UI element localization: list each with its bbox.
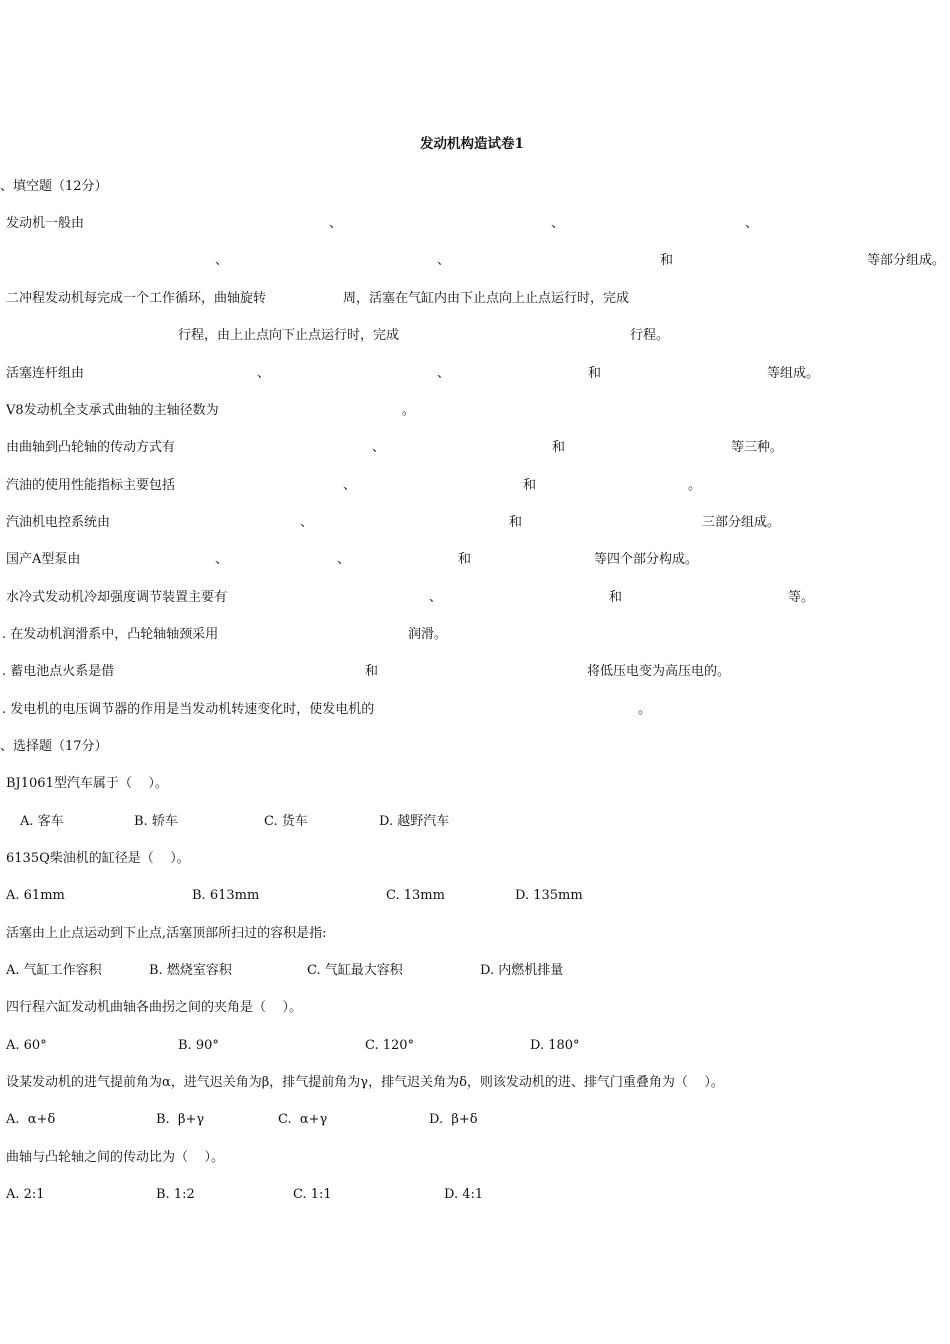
mc-4-options-line	[0, 1036, 950, 1056]
question-text: 由曲轴到凸轮轴的传动方式有	[6, 440, 176, 455]
option-c: C. 1:1	[293, 1187, 332, 1202]
option-a: A. 60°	[6, 1038, 47, 1053]
question-2-line-2	[0, 326, 950, 346]
option-a: A. 2:1	[6, 1187, 45, 1202]
separator: 、	[343, 478, 357, 493]
question-6-line	[0, 476, 950, 496]
question-ending: 。	[402, 403, 416, 418]
question-text: . 在发动机润滑系中，凸轮轴轴颈采用	[2, 627, 219, 642]
question-text: 水冷式发动机冷却强度调节装置主要有	[6, 590, 228, 605]
separator: 、	[215, 253, 229, 268]
mc-6-options-line	[0, 1185, 950, 1205]
separator: 、	[429, 590, 443, 605]
option-b: B. 90°	[178, 1038, 219, 1053]
conjunction: 和	[552, 440, 566, 455]
option-c: C. 13mm	[386, 888, 445, 903]
question-text: 活塞连杆组由	[6, 366, 85, 381]
question-3-line	[0, 364, 950, 384]
question-12-line	[0, 700, 950, 720]
separator: 、	[337, 552, 351, 567]
option-a: A. 客车	[20, 814, 64, 829]
question-1-line-1	[0, 214, 950, 234]
separator: 、	[372, 440, 386, 455]
mc-1-options-line	[0, 812, 950, 832]
question-ending: 等部分组成。	[867, 253, 946, 268]
separator: 、	[437, 253, 451, 268]
question-ending: 。	[638, 702, 652, 717]
mc-stem: 曲轴与凸轮轴之间的传动比为（ ）。	[6, 1150, 225, 1165]
question-ending: 等组成。	[767, 366, 820, 381]
question-text: . 发电机的电压调节器的作用是当发动机转速变化时，使发电机的	[2, 702, 375, 717]
option-c: C. 货车	[264, 814, 308, 829]
mc-5-options-line	[0, 1110, 950, 1130]
section-heading: 、选择题（17分）	[0, 739, 108, 754]
mc-stem: 四行程六缸发动机曲轴各曲拐之间的夹角是（ ）。	[6, 1000, 303, 1015]
mc-4-stem-line	[0, 998, 950, 1018]
question-10-line	[0, 625, 950, 645]
question-text: 二冲程发动机每完成一个工作循环，曲轴旋转	[6, 291, 267, 306]
option-d: D. 180°	[530, 1038, 580, 1053]
question-11-line	[0, 662, 950, 682]
conjunction: 和	[609, 590, 623, 605]
option-c: C. 气缸最大容积	[307, 963, 403, 978]
option-d: D. 内燃机排量	[480, 963, 564, 978]
question-text: 周，活塞在气缸内由下止点向上止点运行时，完成	[343, 291, 630, 306]
question-ending: 润滑。	[408, 627, 448, 642]
question-7-line	[0, 513, 950, 533]
question-text: 发动机一般由	[6, 216, 85, 231]
option-b: B. 燃烧室容积	[149, 963, 232, 978]
option-d: D. 越野汽车	[379, 814, 450, 829]
separator: 、	[745, 216, 759, 231]
question-1-line-2	[0, 251, 950, 271]
question-2-line-1	[0, 289, 950, 309]
question-ending: 等。	[788, 590, 815, 605]
mc-1-stem-line	[0, 774, 950, 794]
question-ending: 。	[688, 478, 702, 493]
question-ending: 三部分组成。	[702, 515, 781, 530]
mc-stem: 6135Q柴油机的缸径是（ ）。	[6, 851, 190, 866]
option-b: B. 轿车	[134, 814, 178, 829]
option-b: B. 1:2	[156, 1187, 195, 1202]
option-c: C. 120°	[365, 1038, 415, 1053]
option-d: D. 135mm	[515, 888, 583, 903]
question-text: 汽油的使用性能指标主要包括	[6, 478, 176, 493]
question-ending: 等四个部分构成。	[594, 552, 699, 567]
exam-title-line	[0, 134, 950, 154]
option-a: A. α+δ	[6, 1112, 56, 1127]
option-a: A. 61mm	[6, 888, 65, 903]
option-b: B. 613mm	[192, 888, 260, 903]
separator: 、	[551, 216, 565, 231]
section-fill-in-heading-line	[0, 177, 950, 197]
question-text: V8发动机全支承式曲轴的主轴径数为	[6, 403, 219, 418]
section-choice-heading-line	[0, 737, 950, 757]
question-ending: 等三种。	[731, 440, 784, 455]
question-5-line	[0, 438, 950, 458]
mc-3-stem-line	[0, 924, 950, 944]
conjunction: 和	[509, 515, 523, 530]
question-text: . 蓄电池点火系是借	[2, 664, 115, 679]
conjunction: 和	[523, 478, 537, 493]
mc-6-stem-line	[0, 1148, 950, 1168]
separator: 、	[215, 552, 229, 567]
question-ending: 将低压电变为高压电的。	[587, 664, 731, 679]
mc-3-options-line	[0, 961, 950, 981]
mc-stem: BJ1061型汽车属于（ ）。	[6, 776, 168, 791]
mc-5-stem-line	[0, 1073, 950, 1093]
option-d: D. β+δ	[429, 1112, 478, 1127]
separator: 、	[329, 216, 343, 231]
mc-2-stem-line	[0, 849, 950, 869]
mc-stem: 活塞由上止点运动到下止点,活塞顶部所扫过的容积是指:	[6, 926, 327, 941]
question-text: 汽油机电控系统由	[6, 515, 111, 530]
section-heading: 、填空题（12分）	[0, 179, 108, 194]
question-ending: 行程。	[630, 328, 670, 343]
separator: 、	[257, 366, 271, 381]
option-d: D. 4:1	[444, 1187, 484, 1202]
separator: 、	[437, 366, 451, 381]
question-4-line	[0, 401, 950, 421]
option-c: C. α+γ	[278, 1112, 328, 1127]
separator: 、	[300, 515, 314, 530]
mc-2-options-line	[0, 886, 950, 906]
question-text: 国产A型泵由	[6, 552, 81, 567]
conjunction: 和	[660, 253, 674, 268]
conjunction: 和	[365, 664, 379, 679]
option-b: B. β+γ	[156, 1112, 205, 1127]
question-8-line	[0, 550, 950, 570]
question-9-line	[0, 588, 950, 608]
option-a: A. 气缸工作容积	[6, 963, 102, 978]
conjunction: 和	[458, 552, 472, 567]
mc-stem: 设某发动机的进气提前角为α，进气迟关角为β，排气提前角为γ，排气迟关角为δ，则该发动机的进、排气门重叠角为（ ）。	[6, 1075, 724, 1090]
exam-title: 发动机构造试卷1	[420, 136, 524, 152]
conjunction: 和	[588, 366, 602, 381]
question-text: 行程，由上止点向下止点运行时，完成	[178, 328, 400, 343]
